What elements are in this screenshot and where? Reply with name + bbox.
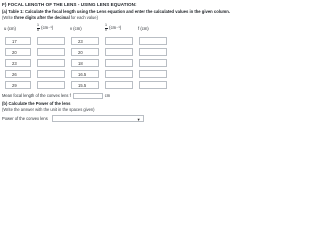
section-title: F) FOCAL LENGTH OF THE LENS - USING LENS EQUATION: [2,2,137,7]
f-input[interactable] [139,59,167,67]
power-label: Power of the convex lens [2,116,48,121]
part-b-hint: (Write the answer with the unit in the spaces given) [2,107,95,112]
header-inv-v [102,22,136,35]
hint-prefix: (Write [2,15,14,20]
u-cell: 17 [5,37,31,45]
inv-u-input[interactable] [37,59,65,67]
v-cell: 20 [71,48,99,56]
table-row [2,79,170,90]
inv-u-unit: (cm⁻¹) [41,25,54,31]
inv-v-input[interactable] [105,81,133,89]
page [0,0,230,136]
table-header-row [2,22,170,35]
v-cell: 15.5 [71,81,99,89]
inv-u-input[interactable] [37,37,65,45]
part-b-heading: (b) Calculate the Power of the lens [2,101,71,106]
u-cell: 20 [5,48,31,56]
part-a-hint [2,15,198,20]
inv-u-den: u [37,28,39,32]
table-row [2,68,170,79]
mean-focal-length-row [2,92,198,99]
inv-u-num: 1 [37,23,39,28]
v-cell: 18 [71,59,99,67]
header-f: f (cm) [138,26,149,31]
header-u: u (cm) [4,26,16,31]
inv-u-input[interactable] [37,81,65,89]
table-row [2,57,170,68]
inv-v-unit: (cm⁻¹) [109,25,122,31]
header-inv-u [34,22,68,35]
f-input[interactable] [139,70,167,78]
u-cell: 23 [5,59,31,67]
mean-focal-length-label: Mean focal length of the convex lens f [2,93,71,98]
table-row [2,35,170,46]
power-row [2,115,198,122]
mean-focal-length-input[interactable] [73,93,103,99]
v-cell: 16.5 [71,70,99,78]
inv-v-fraction [105,24,108,32]
inv-v-num: 1 [105,23,107,28]
inv-v-input[interactable] [105,59,133,67]
hint-bold: three digits after the decimal [13,15,70,20]
inv-v-den: v [105,28,107,32]
mean-focal-length-unit: cm [104,93,111,98]
v-cell: 23 [71,37,99,45]
inv-u-fraction [37,24,40,32]
inv-u-input[interactable] [37,48,65,56]
header-v: v (cm) [70,26,82,31]
power-select[interactable] [52,115,144,122]
part-a-heading: (a) Table 1: Calculate the focal length using the Lens equation and enter the calculated values in the given column. [2,9,230,14]
f-input[interactable] [139,81,167,89]
chevron-down-icon: ▾ [137,116,140,122]
table-row [2,46,170,57]
inv-v-input[interactable] [105,70,133,78]
inv-u-input[interactable] [37,70,65,78]
inv-v-input[interactable] [105,37,133,45]
u-cell: 29 [5,81,31,89]
f-input[interactable] [139,37,167,45]
data-table [2,22,170,90]
u-cell: 26 [5,70,31,78]
hint-suffix: for each value) [69,15,98,20]
f-input[interactable] [139,48,167,56]
inv-v-input[interactable] [105,48,133,56]
